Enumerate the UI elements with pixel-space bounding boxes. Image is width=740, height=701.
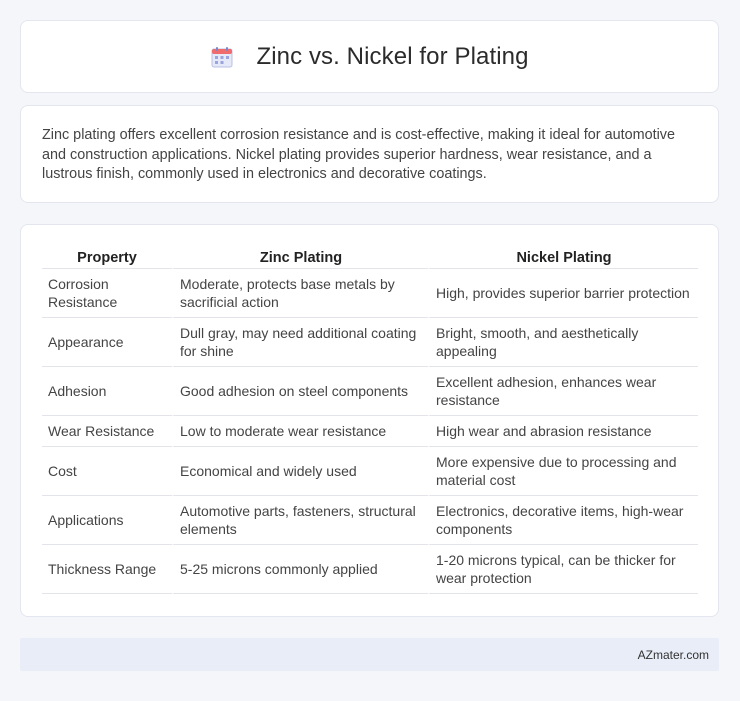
table-row [42,496,698,545]
table-row [42,447,698,496]
row-zinc: Moderate, protects base metals by sacrificial action [172,269,428,318]
intro-card [20,105,719,203]
header-zinc: Zinc Plating [172,247,428,269]
row-nickel: More expensive due to processing and material cost [428,447,698,496]
comparison-card [20,224,719,617]
footer [20,638,719,671]
intro-paragraph: Zinc plating offers excellent corrosion resistance and is cost-effective, making it ideal for automotive and construction applications. Nickel plating provides superior hardness, wear resistance, and a lustrous finish, commonly used in electronics and decorative coatings. [42,127,675,182]
title-card [20,20,719,93]
row-zinc: Low to moderate wear resistance [172,416,428,447]
row-nickel: Excellent adhesion, enhances wear resistance [428,367,698,416]
row-property: Cost [42,447,172,496]
comparison-table [42,247,698,594]
row-nickel: High, provides superior barrier protection [428,269,698,318]
title-wrap [210,43,528,71]
calendar-icon [210,45,234,69]
row-zinc: 5-25 microns commonly applied [172,545,428,594]
table-row [42,416,698,447]
footer-source: AZmater.com [637,647,709,662]
page-title: Zinc vs. Nickel for Plating [256,42,529,70]
row-property: Appearance [42,318,172,367]
row-property: Adhesion [42,367,172,416]
row-nickel: 1-20 microns typical, can be thicker for wear protection [428,545,698,594]
row-zinc: Economical and widely used [172,447,428,496]
row-property: Applications [42,496,172,545]
row-property: Wear Resistance [42,416,172,447]
table-header-row [42,247,698,269]
row-nickel: Electronics, decorative items, high-wear components [428,496,698,545]
table-row [42,269,698,318]
row-property: Corrosion Resistance [42,269,172,318]
row-zinc: Good adhesion on steel components [172,367,428,416]
table-row [42,318,698,367]
table-row [42,545,698,594]
row-nickel: High wear and abrasion resistance [428,416,698,447]
header-property: Property [42,247,172,269]
row-nickel: Bright, smooth, and aesthetically appealing [428,318,698,367]
row-zinc: Automotive parts, fasteners, structural elements [172,496,428,545]
row-zinc: Dull gray, may need additional coating for shine [172,318,428,367]
header-nickel: Nickel Plating [428,247,698,269]
table-row [42,367,698,416]
row-property: Thickness Range [42,545,172,594]
